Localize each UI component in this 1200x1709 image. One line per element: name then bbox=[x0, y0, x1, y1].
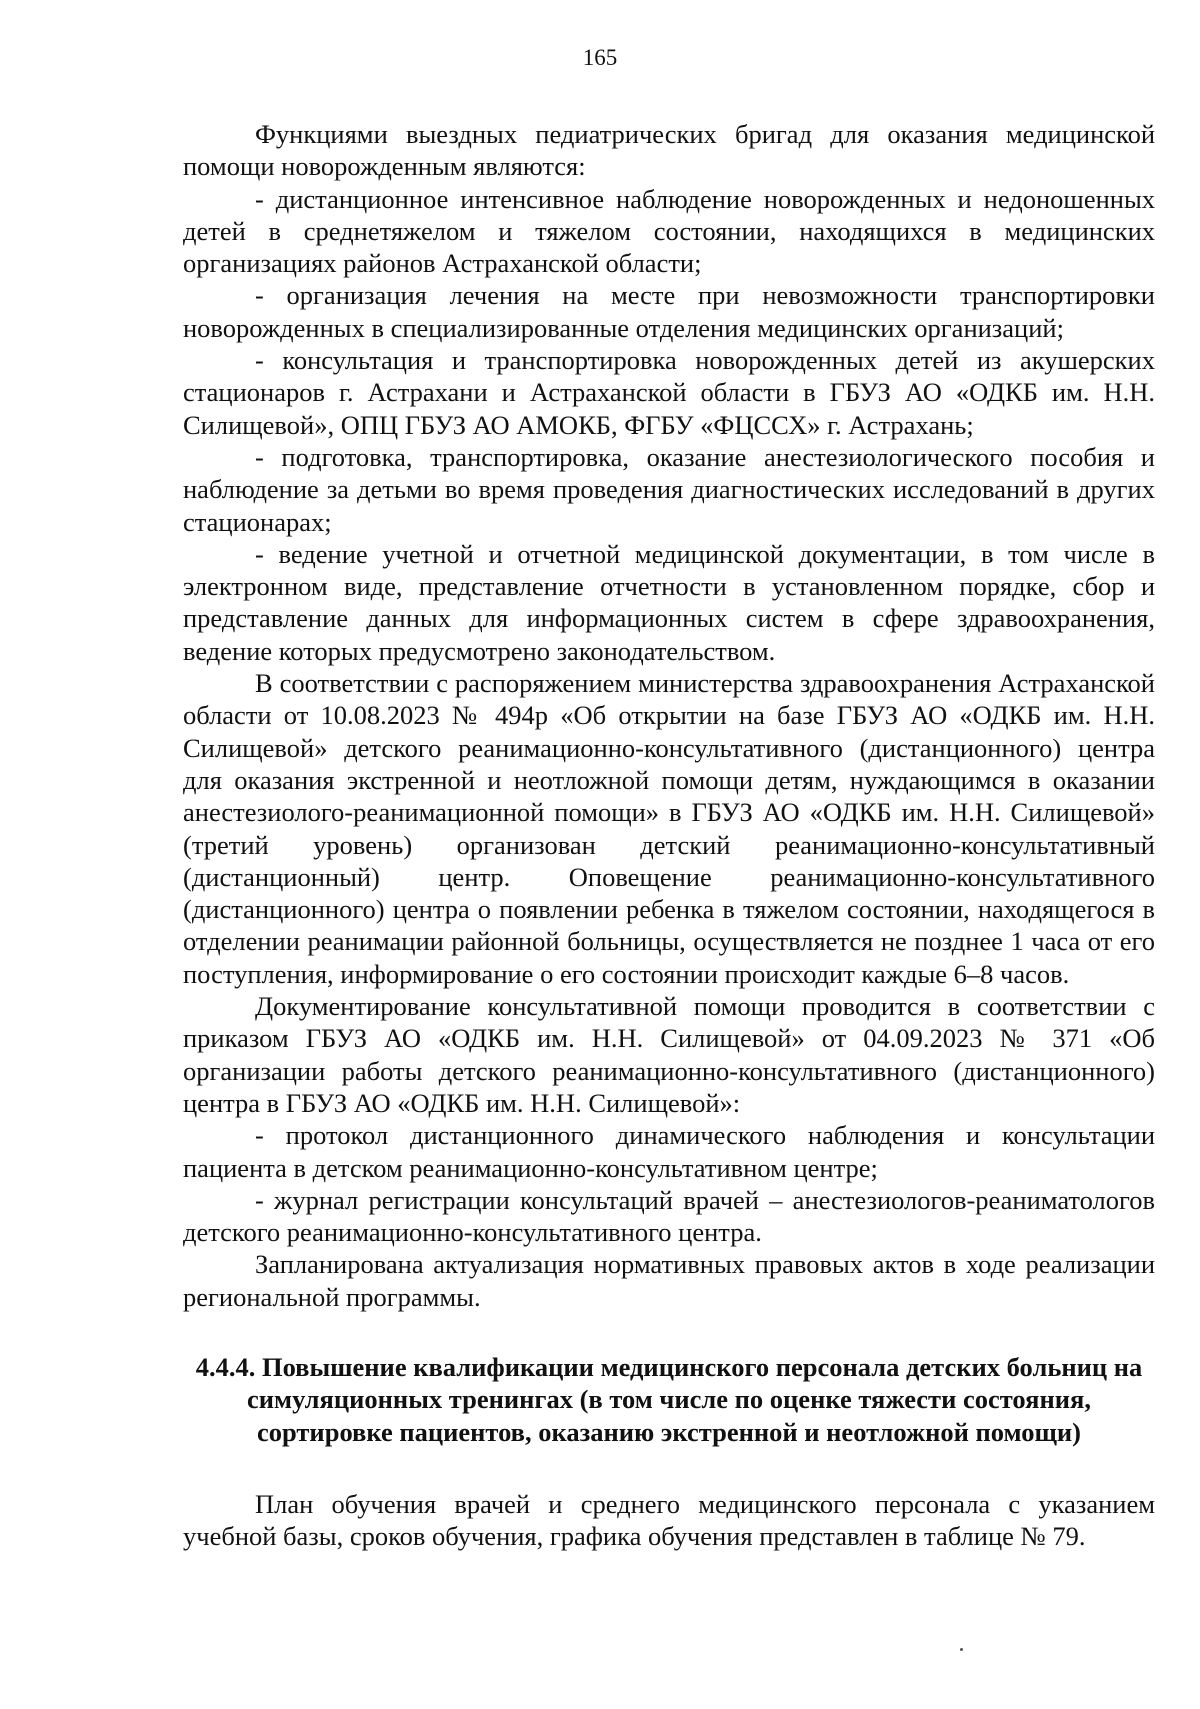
paragraph-order-494r: В соответствии с распоряжением министерства здравоохранения Астраханской области от 10.08.2023 № 494р «Об открытии на базе ГБУЗ АО «ОДКБ им. Н.Н. Силищевой» детского реанимационно-консультативного (дистанционного) центра для оказания экстренной и неотложной помощи детям, нуждающимся в оказании анестезиолого-реанимационной помощи» в ГБУЗ АО «ОДКБ им. Н.Н. Силищевой» (третий уровень) организован детский реанимационно-консультативный (дистанционный) центр. Оповещение реанимационно-консультативного (дистанционного) центра о появлении ребенка в тяжелом состоянии, находящегося в отделении реанимации районной больницы, осуществляется не позднее 1 часа от его поступления, информирование о его состоянии происходит каждые 6–8 часов. bbox=[183, 668, 1155, 989]
scan-speck bbox=[960, 1648, 963, 1651]
paragraph-planned-update: Запланирована актуализация нормативных правовых актов в ходе реализации региональной программы. bbox=[183, 1249, 1155, 1312]
list-item-remote-monitoring: - дистанционное интенсивное наблюдение новорожденных и недоношенных детей в среднетяжелом и тяжелом состоянии, находящихся в медицинских организациях районов Астраханской области; bbox=[183, 183, 1155, 279]
list-item-monitoring-protocol: - протокол дистанционного динамического наблюдения и консультации пациента в детском реанимационно-консультативном центре; bbox=[183, 1120, 1155, 1183]
list-item-consultation-journal: - журнал регистрации консультаций врачей – анестезиологов-реаниматологов детского реанимационно-консультативного центра. bbox=[183, 1184, 1155, 1248]
list-item-documentation: - ведение учетной и отчетной медицинской документации, в том числе в электронном виде, представление отчетности в установленном порядке, сбор и представление данных для информационных систем в сфере здравоохранения, ведение которых предусмотрено законодательством. bbox=[183, 538, 1155, 666]
document-body bbox=[183, 118, 1155, 1552]
list-item-on-site-treatment: - организация лечения на месте при невозможности транспортировки новорожденных в специализированные отделения медицинских организаций; bbox=[183, 280, 1155, 343]
list-item-anesthesia-support: - подготовка, транспортировка, оказание анестезиологического пособия и наблюдение за детьми во время проведения диагностических исследований в других стационарах; bbox=[183, 441, 1155, 537]
list-item-consultation-transport: - консультация и транспортировка новорожденных детей из акушерских стационаров г. Астрахани и Астраханской области в ГБУЗ АО «ОДКБ им. Н.Н. Силищевой», ОПЦ ГБУЗ АО АМОКБ, ФГБУ «ФЦССХ» г. Астрахань; bbox=[183, 345, 1155, 440]
paragraph-training-plan: План обучения врачей и среднего медицинского персонала с указанием учебной базы, сроков обучения, графика обучения представлен в таблице № 79. bbox=[183, 1488, 1155, 1552]
paragraph-functions-intro: Функциями выездных педиатрических бригад для оказания медицинской помощи новорожденным являются: bbox=[183, 119, 1155, 182]
page-number: 165 bbox=[582, 45, 618, 70]
paragraph-order-371: Документирование консультативной помощи проводится в соответствии с приказом ГБУЗ АО «ОДКБ им. Н.Н. Силищевой» от 04.09.2023 № 371 «Об организации работы детского реанимационно-консультативного (дистанционного) центра в ГБУЗ АО «ОДКБ им. Н.Н. Силищевой»: bbox=[183, 991, 1155, 1118]
section-heading-4-4-4: 4.4.4. Повышение квалификации медицинского персонала детских больниц на симуляционных тренингах (в том числе по оценке тяжести состояния, сортировке пациентов, оказанию экстренной и неотложной помощи) bbox=[195, 1351, 1143, 1447]
